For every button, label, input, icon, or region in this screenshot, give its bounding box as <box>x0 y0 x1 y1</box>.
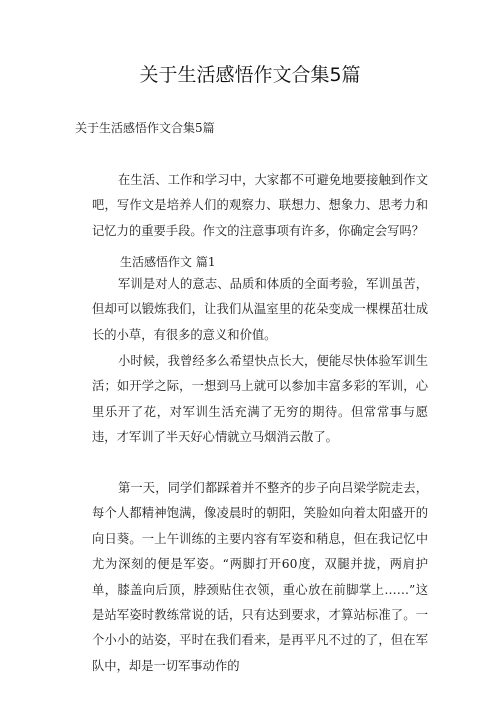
document-subtitle: 关于生活感悟作文合集5篇 <box>75 121 215 135</box>
body-paragraph-1: 军训是对人的意志、品质和体质的全面考验，军训虽苦，但却可以锻炼我们，让我们从温室里的花朵变成一棵棵茁壮成长的小草，有很多的意义和价值。 <box>92 277 428 342</box>
document-title: 关于生活感悟作文合集5篇 <box>139 64 361 86</box>
body-paragraph-2: 小时候，我曾经多么希望快点长大，便能尽快体验军训生活；如开学之际，一想到马上就可以参加丰富多彩的军训，心里乐开了花，对军训生活充满了无穷的期待。但常常事与愿违，才军训了半天好心情就立马烟消云散了。 <box>92 354 428 445</box>
intro-paragraph: 在生活、工作和学习中，大家都不可避免地要接触到作文吧，写作文是培养人们的观察力、联想力、想象力、思考力和记忆力的重要手段。作文的注意事项有许多，你确定会写吗？ <box>92 173 428 238</box>
body-paragraph-3: 第一天，同学们都踩着并不整齐的步子向吕梁学院走去，每个人都精神饱满，像凌晨时的朝阳，笑脸如向着太阳盛开的向日葵。一上午训练的主要内容有军姿和稍息，但在我记忆中尤为深刻的便是军姿。“两脚打开60度，双腿并拢，两肩护单，膝盖向后顶，脖颈贴住衣领，重心放在前脚掌上……”这是站军姿时教练常说的话，只有达到要求，才算站标准了。一个小小的站姿，平时在我们看来，是再平凡不过的了，但在军队中，却是一切军事动作的 <box>92 481 428 673</box>
section-heading: 生活感悟作文 篇1 <box>120 255 216 269</box>
